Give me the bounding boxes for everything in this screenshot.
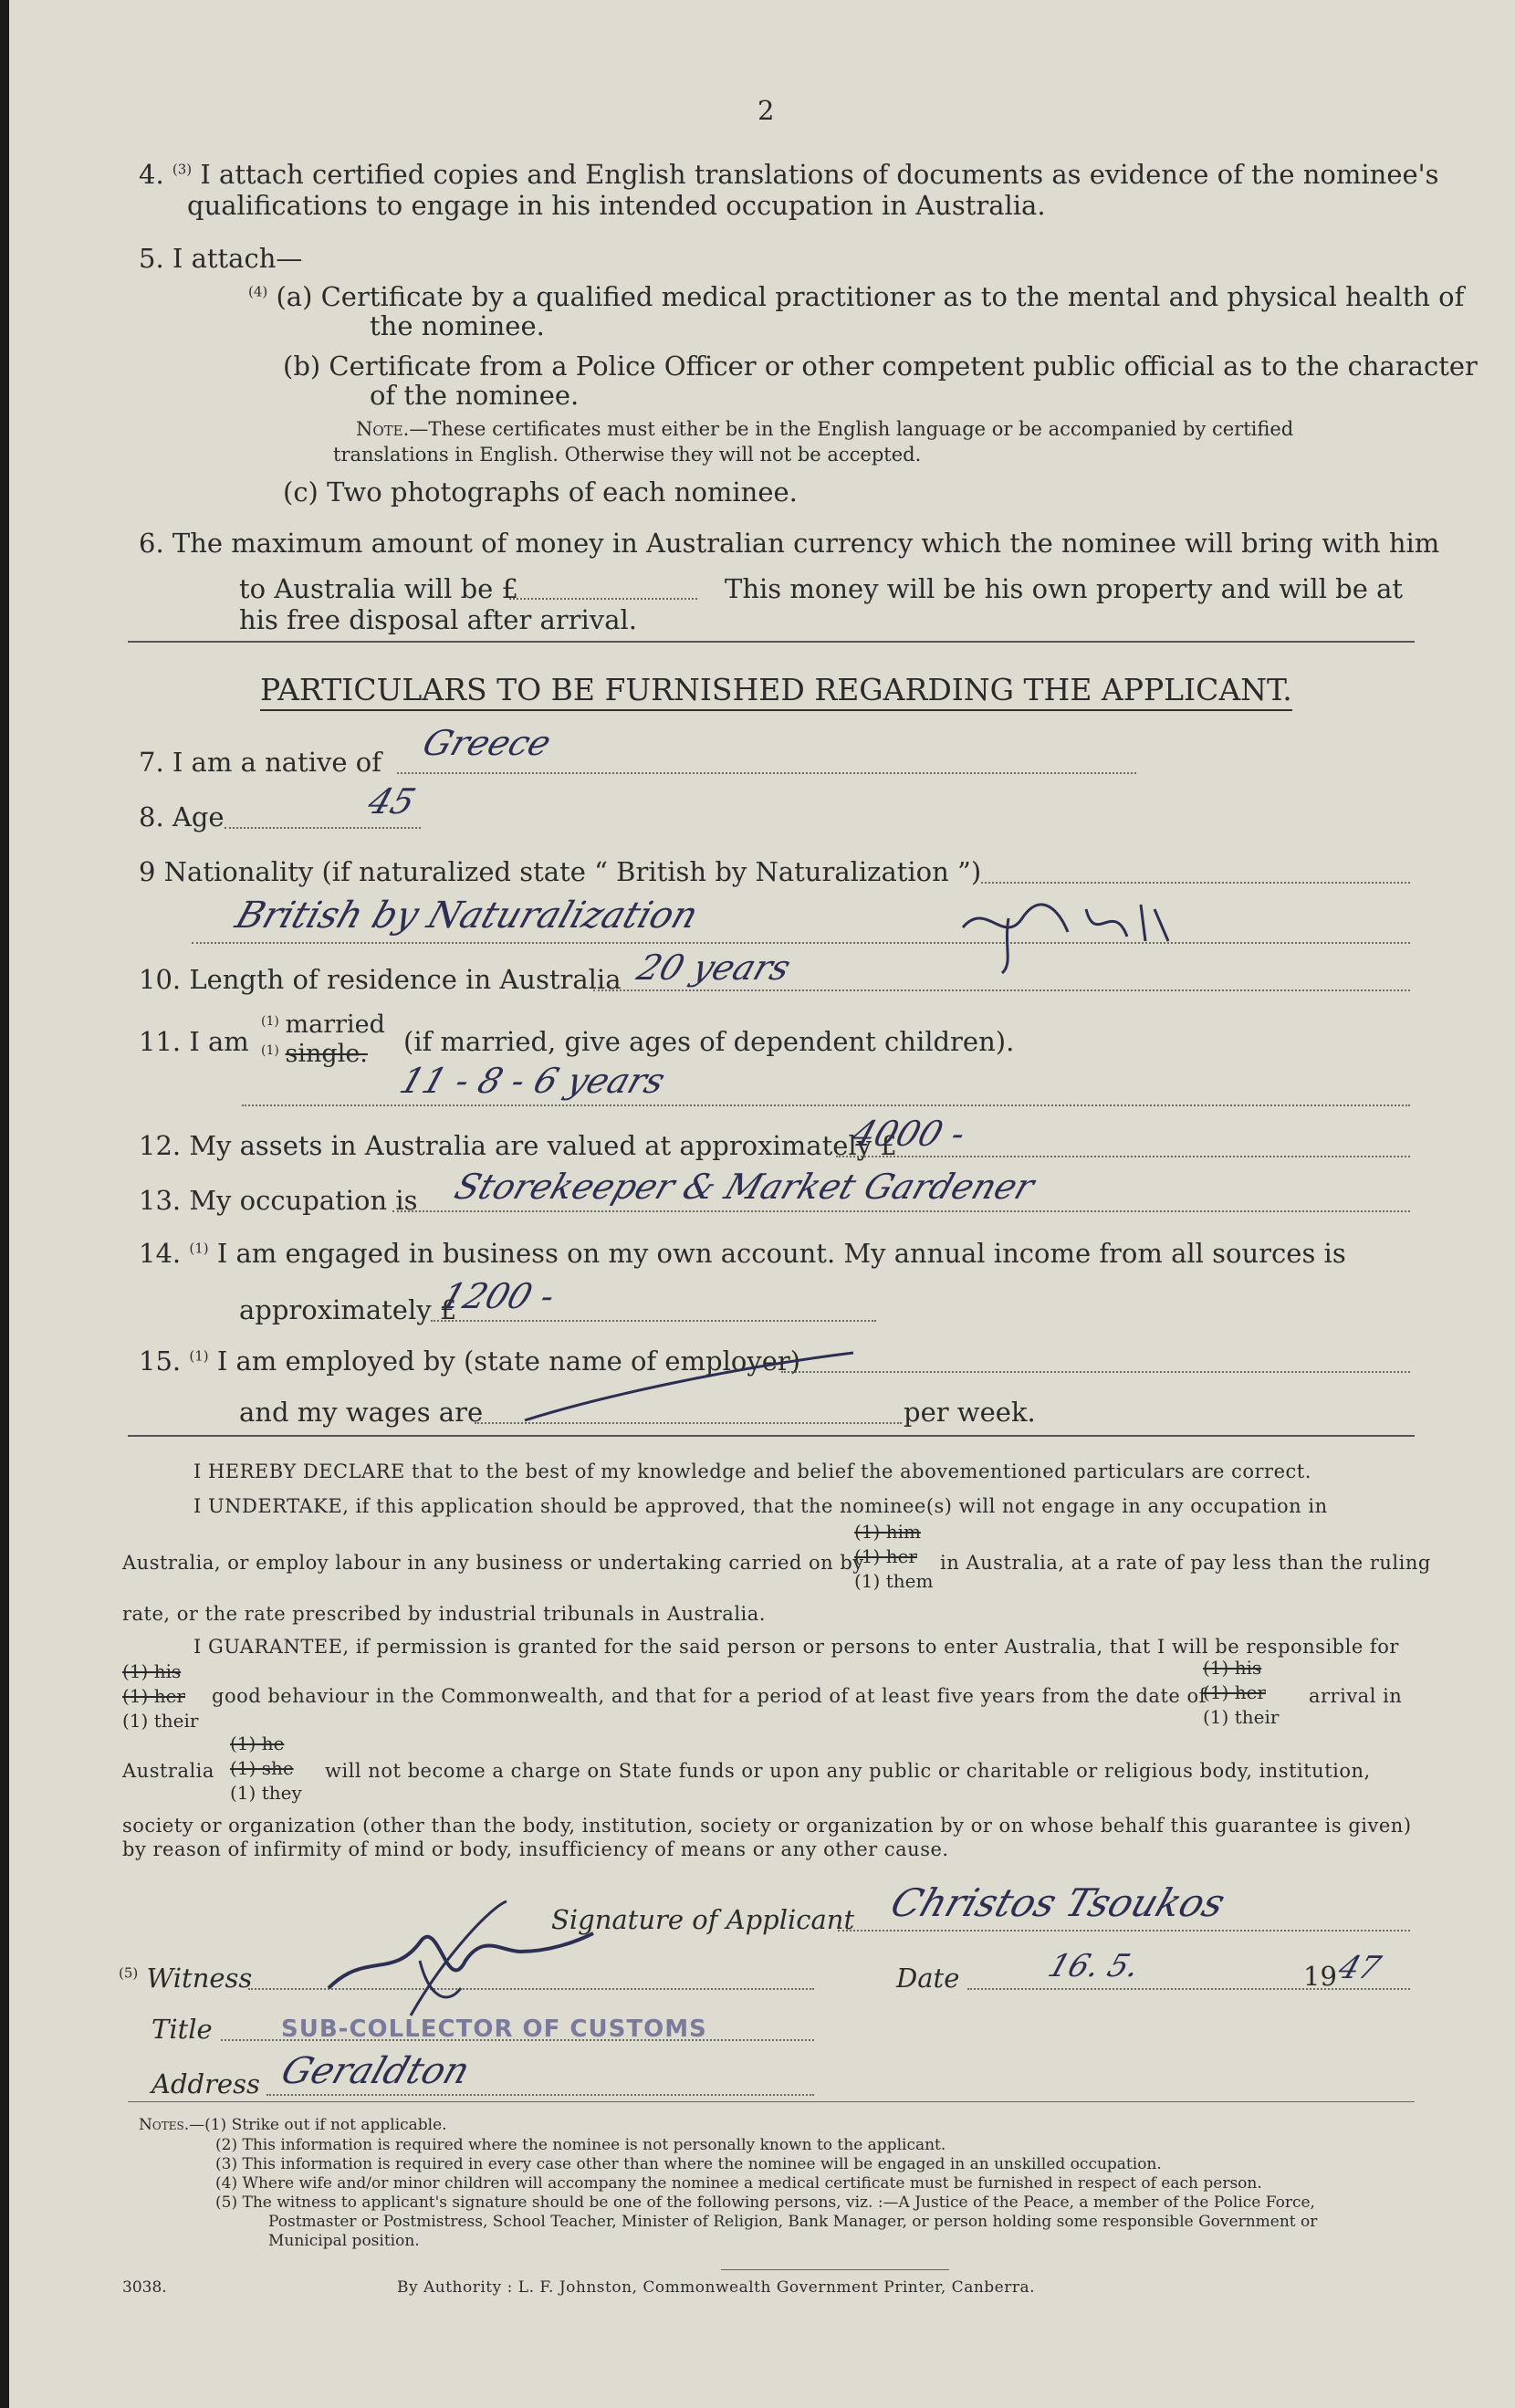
address-field <box>266 2094 814 2096</box>
option-married: $^{(1)}$ married <box>261 1010 385 1039</box>
p3-options-right <box>1203 1656 1279 1730</box>
option-single: $^{(1)}$ single. <box>261 1040 368 1068</box>
assets-field <box>836 1156 1410 1157</box>
notes-n4: (4) Where wife and/or minor children will accompany the nominee a medical certificate must be furnished in respect of each person. <box>215 2174 1262 2193</box>
declaration-p3a: I GUARANTEE, if permission is granted for the said person or persons to enter Australia, that I will be responsible for <box>193 1636 1399 1658</box>
date-year-suffix: 47 <box>1333 1950 1385 1986</box>
witness-label: $^{(5)}$ Witness <box>119 1963 253 1994</box>
option-his-left: (1) his <box>122 1660 182 1682</box>
item-5c: (c) Two photographs of each nominee. <box>283 476 798 508</box>
item-11-label-a: 11. I am <box>139 1026 249 1057</box>
option-he: (1) he <box>230 1733 285 1754</box>
option-she: (1) she <box>230 1757 294 1779</box>
declaration-p2b-right: in Australia, at a rate of pay less than the ruling <box>940 1552 1431 1574</box>
p2b-options <box>854 1520 933 1594</box>
item-14-line-1: 14. $^{(1)}$ I am engaged in business on my own account. My annual income from all sources is <box>139 1238 1346 1269</box>
item-5-note-line-1: Note.—These certificates must either be in the English language or be accompanied by certified <box>356 418 1294 440</box>
footer-rule <box>721 2269 949 2270</box>
section-divider <box>128 641 1415 643</box>
native-of-field <box>397 772 1136 774</box>
item-5-intro: 5. I attach— <box>139 243 303 274</box>
nationality-initials <box>958 891 1196 964</box>
p3-options-left <box>122 1659 198 1733</box>
notes-n3: (3) This information is required in every case other than where the nominee will be engaged in an unskilled occupation. <box>215 2155 1162 2173</box>
item-6-line-1: 6. The maximum amount of money in Australian currency which the nominee will bring with him <box>139 528 1440 559</box>
residence-value: 20 years <box>632 947 796 988</box>
notes-divider <box>128 2101 1415 2102</box>
notes-n2: (2) This information is required where the nominee is not personally known to the applicant. <box>215 2136 946 2154</box>
option-them: (1) them <box>854 1570 934 1592</box>
assets-value: 4000 - <box>846 1114 971 1154</box>
section-heading: PARTICULARS TO BE FURNISHED REGARDING THE APPLICANT. <box>260 672 1292 711</box>
item-4-line-1: 4. $^{(3)}$ I attach certified copies and English translations of documents as evidence of the nominee's <box>139 159 1439 190</box>
applicant-signature-field <box>838 1930 1410 1932</box>
declaration-p3d: society or organization (other than the body, institution, society or organization by or on whose behalf this guarantee is given) <box>122 1815 1412 1837</box>
option-her-right: (1) her <box>1203 1681 1266 1703</box>
children-ages-field <box>242 1105 1410 1106</box>
option-her-left: (1) her <box>122 1685 185 1707</box>
form-page <box>9 0 1515 2408</box>
item-15-line-2b: per week. <box>904 1397 1036 1428</box>
option-her: (1) her <box>854 1545 917 1567</box>
date-value: 16. 5. <box>1043 1948 1144 1984</box>
declaration-p3c-left: Australia <box>122 1760 214 1782</box>
nationality-value: British by Naturalization <box>230 895 704 937</box>
option-him: (1) him <box>854 1521 921 1543</box>
option-their-left: (1) their <box>122 1710 199 1732</box>
applicant-signature-value: Christos Tsoukos <box>885 1880 1231 1925</box>
option-they: (1) they <box>230 1782 302 1804</box>
item-13-label: 13. My occupation is <box>139 1185 418 1216</box>
native-of-value: Greece <box>417 723 557 763</box>
item-6-line-2b: This money will be his own property and will be at <box>725 573 1404 604</box>
declaration-p3b-mid: good behaviour in the Commonwealth, and that for a period of at least five years from the date of <box>212 1685 1207 1707</box>
notes-n5c: Municipal position. <box>268 2232 420 2250</box>
item-9-label: 9 Nationality (if naturalized state “ British by Naturalization ”) <box>139 856 982 887</box>
printer-authority: By Authority : L. F. Johnston, Commonwealth Government Printer, Canberra. <box>397 2278 1036 2297</box>
option-their-right: (1) their <box>1203 1706 1280 1728</box>
declaration-divider <box>128 1435 1415 1437</box>
address-value: Geraldton <box>276 2050 475 2092</box>
declaration-p3c-right: will not become a charge on State funds or upon any public or charitable or religious body, institution, <box>325 1760 1371 1782</box>
marital-options <box>261 1010 385 1068</box>
nationality-field-2 <box>192 942 1410 944</box>
p3-options-he <box>230 1732 302 1806</box>
children-ages-value: 11 - 8 - 6 years <box>394 1061 671 1101</box>
witness-signature-mark <box>310 1897 602 2034</box>
age-value: 45 <box>362 781 421 822</box>
date-label: Date <box>896 1963 960 1994</box>
employer-field <box>781 1371 1410 1373</box>
item-5b-line-2: of the nominee. <box>370 380 580 411</box>
form-number: 3038. <box>122 2278 167 2297</box>
item-12-label: 12. My assets in Australia are valued at approximately £ <box>139 1130 897 1161</box>
declaration-p1: I HEREBY DECLARE that to the best of my knowledge and belief the abovementioned particulars are correct. <box>193 1461 1311 1482</box>
age-field <box>225 827 421 829</box>
strike-through-mark <box>520 1347 867 1429</box>
item-10-label: 10. Length of residence in Australia <box>139 964 622 995</box>
income-field <box>431 1320 876 1322</box>
page-number: 2 <box>758 95 775 126</box>
occupation-value: Storekeeper & Market Gardener <box>449 1167 1040 1207</box>
item-14-line-2: approximately £ <box>239 1294 457 1325</box>
item-5-note-line-2: translations in English. Otherwise they will not be accepted. <box>333 444 922 466</box>
notes-n5b: Postmaster or Postmistress, School Teacher, Minister of Religion, Bank Manager, or person holding some responsible Government or <box>268 2213 1318 2231</box>
item-5b-line-1: (b) Certificate from a Police Officer or other competent public official as to the character <box>283 351 1478 382</box>
date-year-prefix: 19 <box>1303 1961 1337 1992</box>
item-6-line-2a: to Australia will be £ <box>239 573 518 604</box>
item-5a-line-1: $^{(4)}$ (a) Certificate by a qualified medical practitioner as to the mental and physical health of <box>248 281 1465 312</box>
occupation-field <box>392 1210 1410 1212</box>
item-5a-line-2: the nominee. <box>370 310 545 341</box>
nationality-field-1 <box>981 882 1410 884</box>
item-4-line-2: qualifications to engage in his intended occupation in Australia. <box>187 190 1046 221</box>
item-11-label-b: (if married, give ages of dependent children). <box>403 1026 1015 1057</box>
applicant-signature-label: Signature of Applicant <box>551 1904 855 1935</box>
item-15-line-2a: and my wages are <box>239 1397 484 1428</box>
option-his-right: (1) his <box>1203 1657 1262 1679</box>
money-amount-field <box>509 598 697 600</box>
notes-n5a: (5) The witness to applicant's signature should be one of the following persons, viz. :—A Justice of the Peace, a member of the Police Force, <box>215 2193 1315 2212</box>
item-6-line-3: his free disposal after arrival. <box>239 604 637 635</box>
title-label: Title <box>152 2014 213 2045</box>
declaration-p2a: I UNDERTAKE, if this application should be approved, that the nominee(s) will not engage in any occupation in <box>193 1495 1328 1517</box>
item-15-line-1: 15. $^{(1)}$ I am employed by (state name of employer) <box>139 1345 801 1377</box>
declaration-p2b-left: Australia, or employ labour in any business or undertaking carried on by <box>122 1552 864 1574</box>
address-label: Address <box>152 2068 260 2099</box>
item-8-label: 8. Age <box>139 801 225 832</box>
title-stamp: SUB-COLLECTOR OF CUSTOMS <box>281 2015 707 2043</box>
declaration-p2c: rate, or the rate prescribed by industrial tribunals in Australia. <box>122 1603 766 1625</box>
item-7-label: 7. I am a native of <box>139 747 381 778</box>
notes-n1: Notes.—(1) Strike out if not applicable. <box>139 2116 447 2134</box>
residence-field <box>593 989 1410 991</box>
income-value: 1200 - <box>435 1276 560 1316</box>
declaration-p3e: by reason of infirmity of mind or body, insufficiency of means or any other cause. <box>122 1838 949 1860</box>
declaration-p3b-end: arrival in <box>1309 1685 1403 1707</box>
date-field <box>967 1988 1410 1990</box>
